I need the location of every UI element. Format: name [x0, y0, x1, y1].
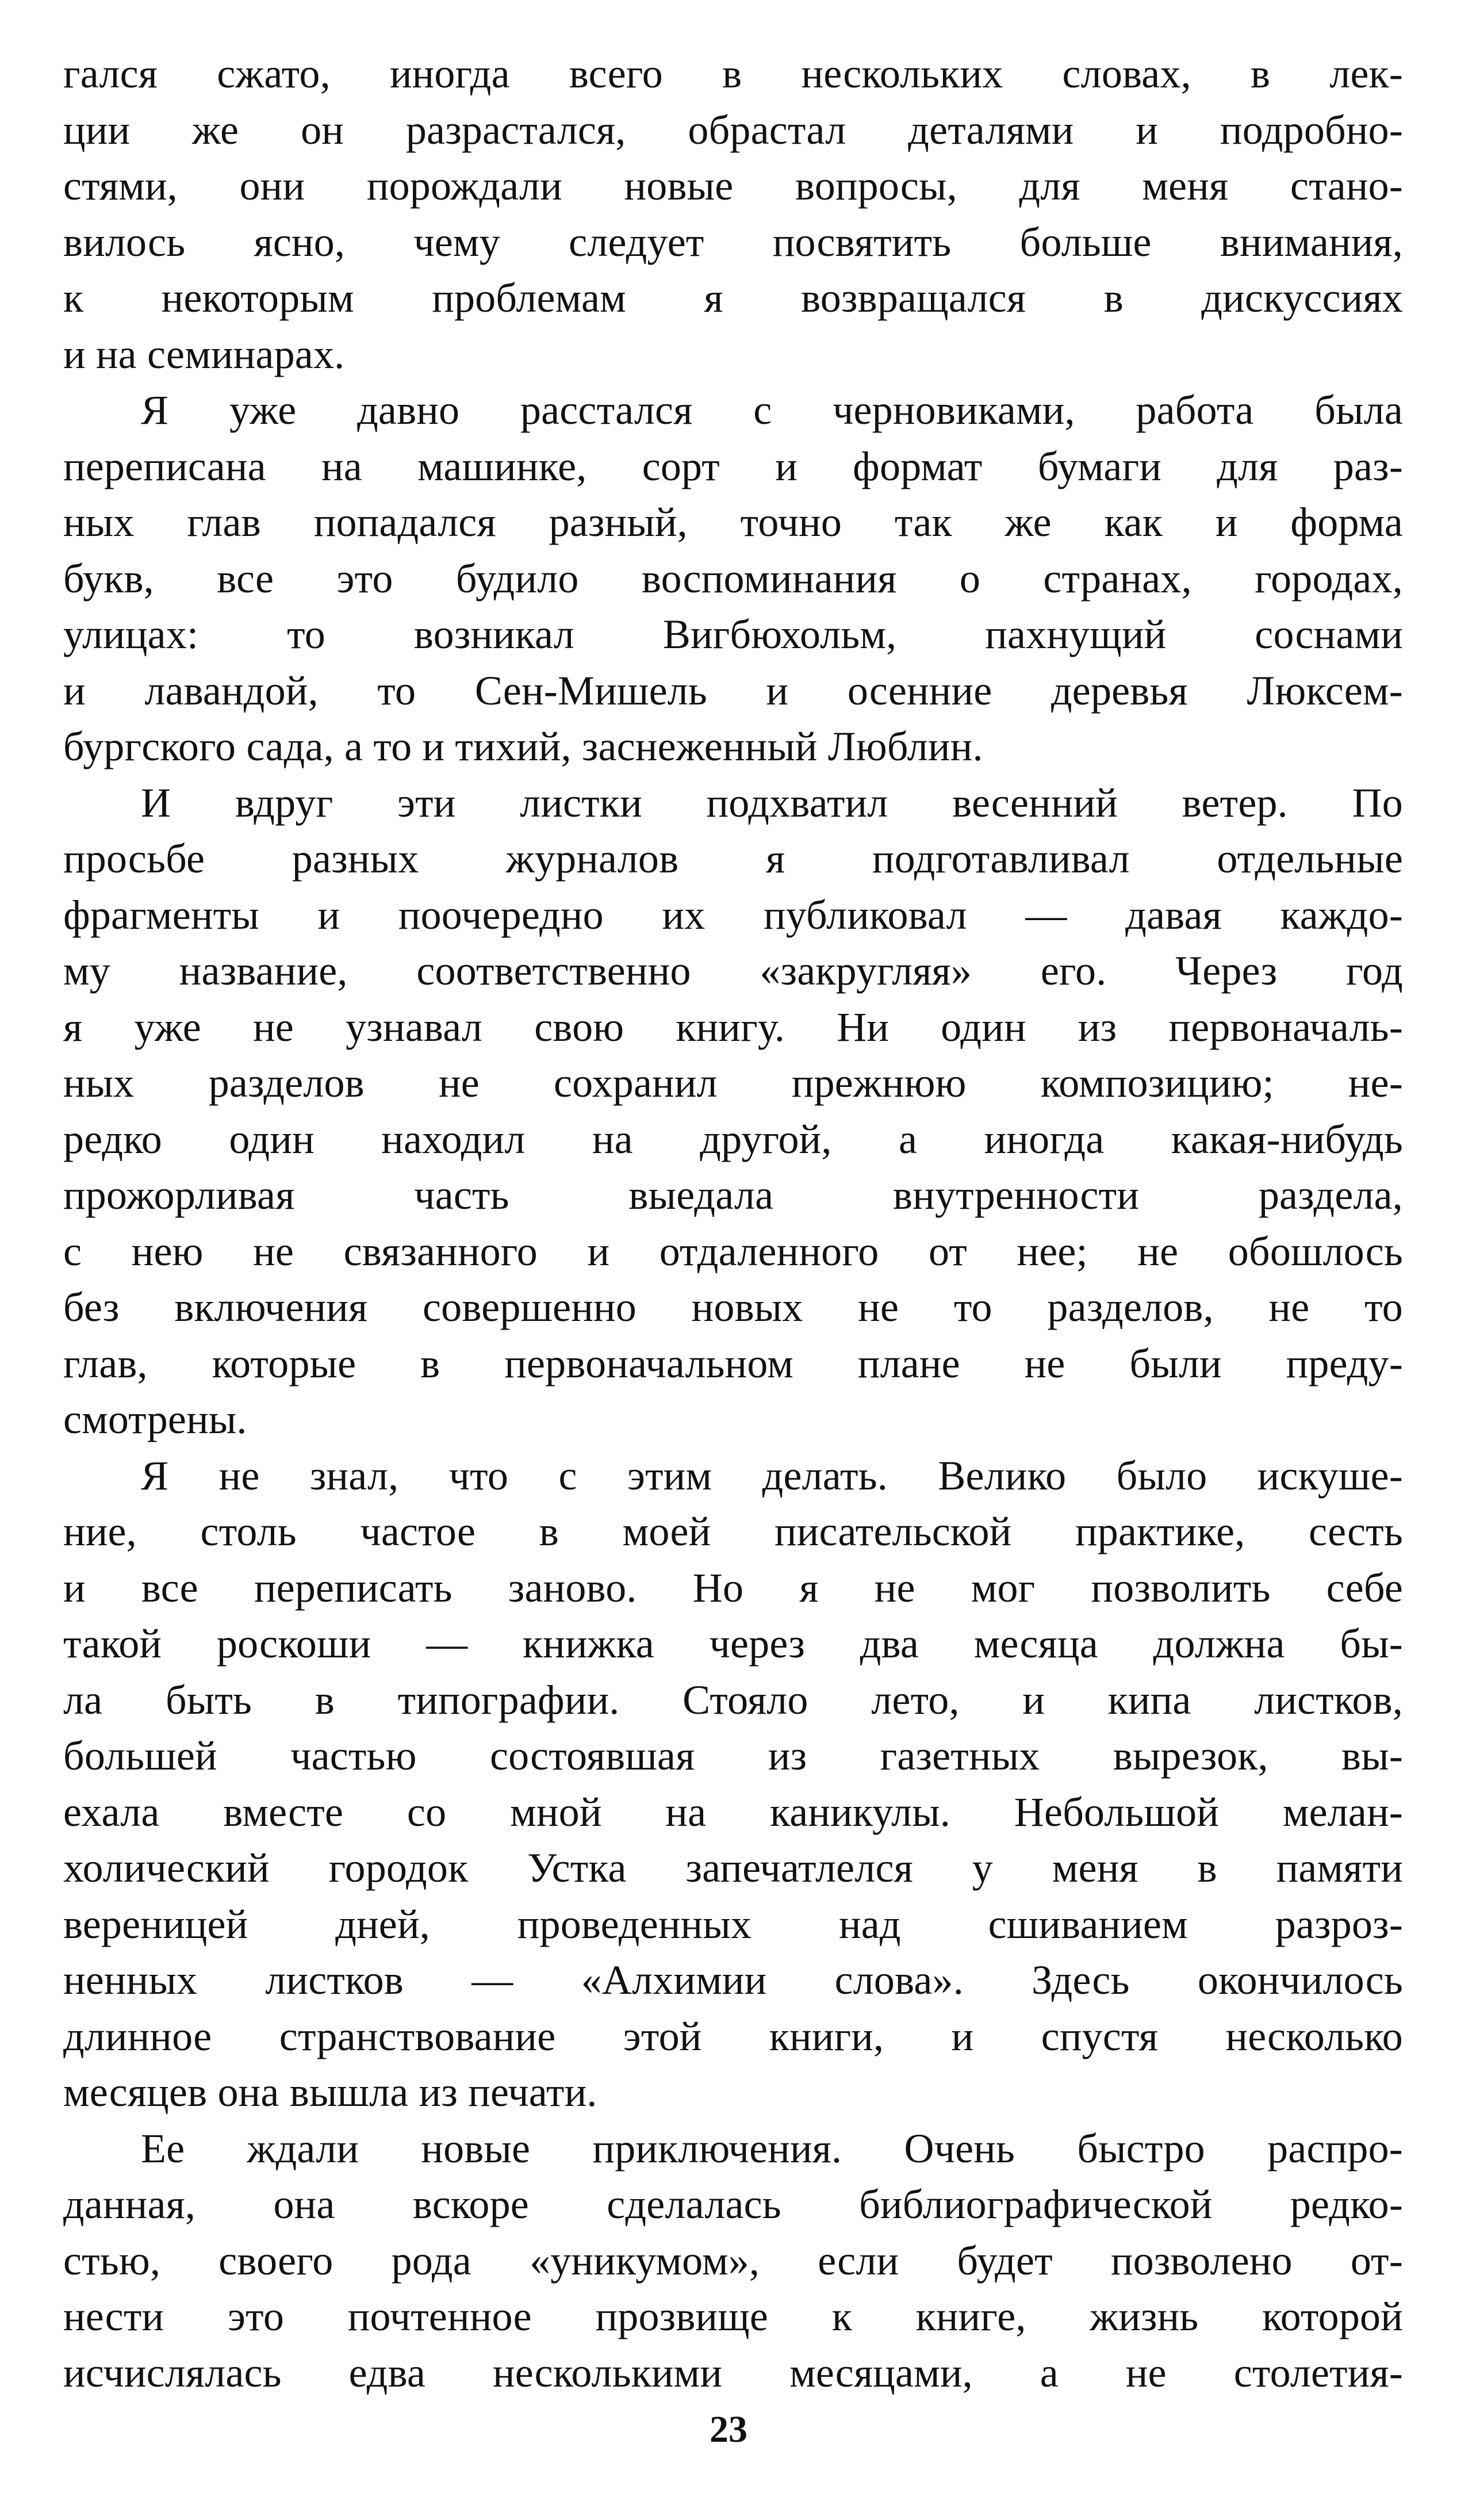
text-line: улицах: то возникал Вигбюхольм, пахнущий соснами [63, 611, 1403, 657]
text-line: такой роскоши — книжка через два месяца должна бы- [63, 1621, 1403, 1667]
text-line: вилось ясно, чему следует посвятить больше внимания, [63, 219, 1403, 265]
text-line-paragraph-start: И вдруг эти листки подхватил весенний ветер. По [141, 779, 1403, 826]
text-line: ции же он разрастался, обрастал деталями и подробно- [63, 106, 1403, 153]
text-line: му название, соответственно «закругляя» его. Через год [63, 948, 1403, 994]
text-line-paragraph-start: Ее ждали новые приключения. Очень быстро распро- [141, 2125, 1403, 2172]
text-line-paragraph-end: смотрены. [63, 1396, 247, 1442]
text-line: ных разделов не сохранил прежнюю композицию; не- [63, 1060, 1403, 1106]
body-text [63, 46, 1403, 2401]
text-line: данная, она вскоре сделалась библиографической редко- [63, 2181, 1403, 2227]
text-line: нести это почтенное прозвище к книге, жизнь которой [63, 2293, 1403, 2339]
text-line: глав, которые в первоначальном плане не были преду- [63, 1340, 1403, 1387]
text-line: гался сжато, иногда всего в нескольких словах, в лек- [63, 51, 1403, 97]
text-line: стью, своего рода «уникумом», если будет позволено от- [63, 2237, 1403, 2284]
text-line-paragraph-start: Я не знал, что с этим делать. Велико было искуше- [141, 1452, 1403, 1499]
text-line: переписана на машинке, сорт и формат бумаги для раз- [63, 443, 1403, 489]
text-line: ненных листков — «Алхимии слова». Здесь окончилось [63, 1957, 1403, 2003]
text-line: исчислялась едва несколькими месяцами, а не столетия- [63, 2349, 1403, 2396]
text-line: прожорливая часть выедала внутренности раздела, [63, 1172, 1403, 1218]
text-line: ехала вместе со мной на каникулы. Небольшой мелан- [63, 1788, 1403, 1835]
text-line: без включения совершенно новых не то разделов, не то [63, 1284, 1403, 1330]
text-line: ных глав попадался разный, точно так же как и форма [63, 499, 1403, 545]
text-line: фрагменты и поочередно их публиковал — давая каждо- [63, 891, 1403, 938]
text-line: я уже не узнавал свою книгу. Ни один из первоначаль- [63, 1004, 1403, 1050]
text-line: с нею не связанного и отдаленного от нее; не обошлось [63, 1228, 1403, 1274]
text-line: холический городок Устка запечатлелся у меня в памяти [63, 1845, 1403, 1891]
text-line: длинное странствование этой книги, и спустя несколько [63, 2013, 1403, 2059]
page-number: 23 [710, 2408, 747, 2450]
text-line: просьбе разных журналов я подготавливал отдельные [63, 836, 1403, 882]
text-line-paragraph-end: бургского сада, а то и тихий, заснеженный Люблин. [63, 723, 983, 769]
text-line: большей частью состоявшая из газетных вырезок, вы- [63, 1733, 1403, 1779]
text-line-paragraph-end: месяцев она вышла из печати. [63, 2069, 597, 2115]
text-line: и лавандой, то Сен-Мишель и осенние деревья Люксем- [63, 667, 1403, 714]
text-line: к некоторым проблемам я возвращался в дискуссиях [63, 275, 1403, 321]
text-line: редко один находил на другой, а иногда какая-нибудь [63, 1116, 1403, 1162]
text-line: букв, все это будило воспоминания о странах, городах, [63, 555, 1403, 602]
text-line: и все переписать заново. Но я не мог позволить себе [63, 1564, 1403, 1611]
text-line: ла быть в типографии. Стояло лето, и кипа листков, [63, 1676, 1403, 1723]
text-line: вереницей дней, проведенных над сшиванием разроз- [63, 1901, 1403, 1947]
text-line: ние, столь частое в моей писательской практике, сесть [63, 1508, 1403, 1554]
text-line-paragraph-end: и на семинарах. [63, 331, 345, 377]
text-line-paragraph-start: Я уже давно расстался с черновиками, работа была [141, 387, 1403, 433]
text-line: стями, они порождали новые вопросы, для меня стано- [63, 163, 1403, 209]
